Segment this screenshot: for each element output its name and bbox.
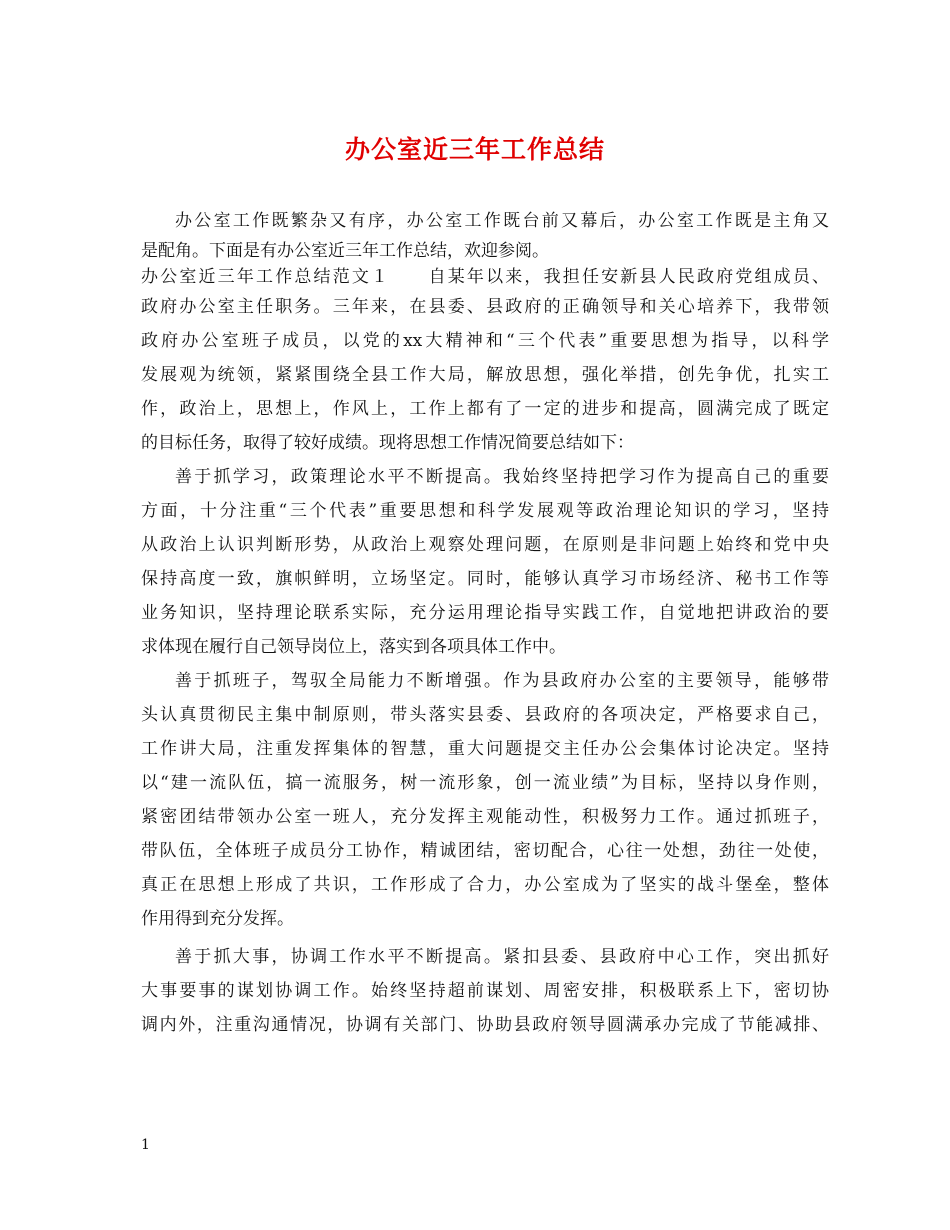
paragraph-sample-1 [141,264,829,460]
paragraph-coordination [141,940,829,1042]
document-title: 办公室近三年工作总结 [344,135,605,164]
text-line: 头认真贯彻民主集中制原则，带头落实县委、县政府的各项决定，严格要求自己， [141,705,829,725]
text-line: 方面，十分注重“三个代表”重要思想和科学发展观等政治理论知识的学习，坚持 [141,501,829,521]
text-line: 保持高度一致，旗帜鲜明，立场坚定。同时，能够认真学习市场经济、秘书工作等 [141,569,829,589]
text-line: 以“建一流队伍，搞一流服务，树一流形象，创一流业绩”为目标，坚持以身作则， [141,773,829,793]
text-line: 工作讲大局，注重发挥集体的智慧，重大问题提交主任办公会集体讨论决定。坚持 [141,739,829,759]
text-line: 政府办公室主任职务。三年来，在县委、县政府的正确领导和关心培养下，我带领 [141,297,829,317]
text-line: 紧密团结带领办公室一班人，充分发挥主观能动性，积极努力工作。通过抓班子， [141,807,829,827]
text-line: 作用得到充分发挥。 [141,909,294,929]
text-line: 业务知识，坚持理论联系实际，充分运用理论指导实践工作，自觉地把讲政治的要 [141,603,829,623]
paragraph-team [141,664,829,936]
text-line: 调内外，注重沟通情况，协调有关部门、协助县政府领导圆满承办完成了节能减排、 [141,1015,829,1035]
paragraph-study [141,460,829,664]
text-line: 从政治上认识判断形势，从政治上观察处理问题，在原则是非问题上始终和党中央 [141,535,829,555]
page-number: 1 [141,1137,150,1153]
text-line: 求体现在履行自己领导岗位上，落实到各项具体工作中。 [141,637,566,657]
text-line: 办公室近三年工作总结范文１ 自某年以来，我担任安新县人民政府党组成员、 [141,267,829,287]
text-line: 作，政治上，思想上，作风上，工作上都有了一定的进步和提高，圆满完成了既定 [141,399,829,419]
text-line: 办公室工作既繁杂又有序，办公室工作既台前又幕后，办公室工作既是主角又 [175,211,829,231]
text-line: 善于抓大事，协调工作水平不断提高。紧扣县委、县政府中心工作，突出抓好 [175,947,829,967]
text-line: 带队伍，全体班子成员分工协作，精诚团结，密切配合，心往一处想，劲往一处使， [141,841,829,861]
text-line: 是配角。下面是有办公室近三年工作总结，欢迎参阅。 [141,241,549,261]
text-line: 真正在思想上形成了共识，工作形成了合力，办公室成为了坚实的战斗堡垒，整体 [141,875,829,895]
text-line: 发展观为统领，紧紧围绕全县工作大局，解放思想，强化举措，创先争优，扎实工 [141,365,829,385]
document-body [141,204,829,1042]
text-line: 善于抓班子，驾驭全局能力不断增强。作为县政府办公室的主要领导，能够带 [175,671,829,691]
text-line: 的目标任务，取得了较好成绩。现将思想工作情况简要总结如下： [141,433,634,453]
paragraph-intro [141,204,829,264]
text-line: 善于抓学习，政策理论水平不断提高。我始终坚持把学习作为提高自己的重要 [175,467,829,487]
text-line: 政府办公室班子成员，以党的xx大精神和“三个代表”重要思想为指导，以科学 [141,331,829,351]
text-line: 大事要事的谋划协调工作。始终坚持超前谋划、周密安排，积极联系上下，密切协 [141,981,829,1001]
